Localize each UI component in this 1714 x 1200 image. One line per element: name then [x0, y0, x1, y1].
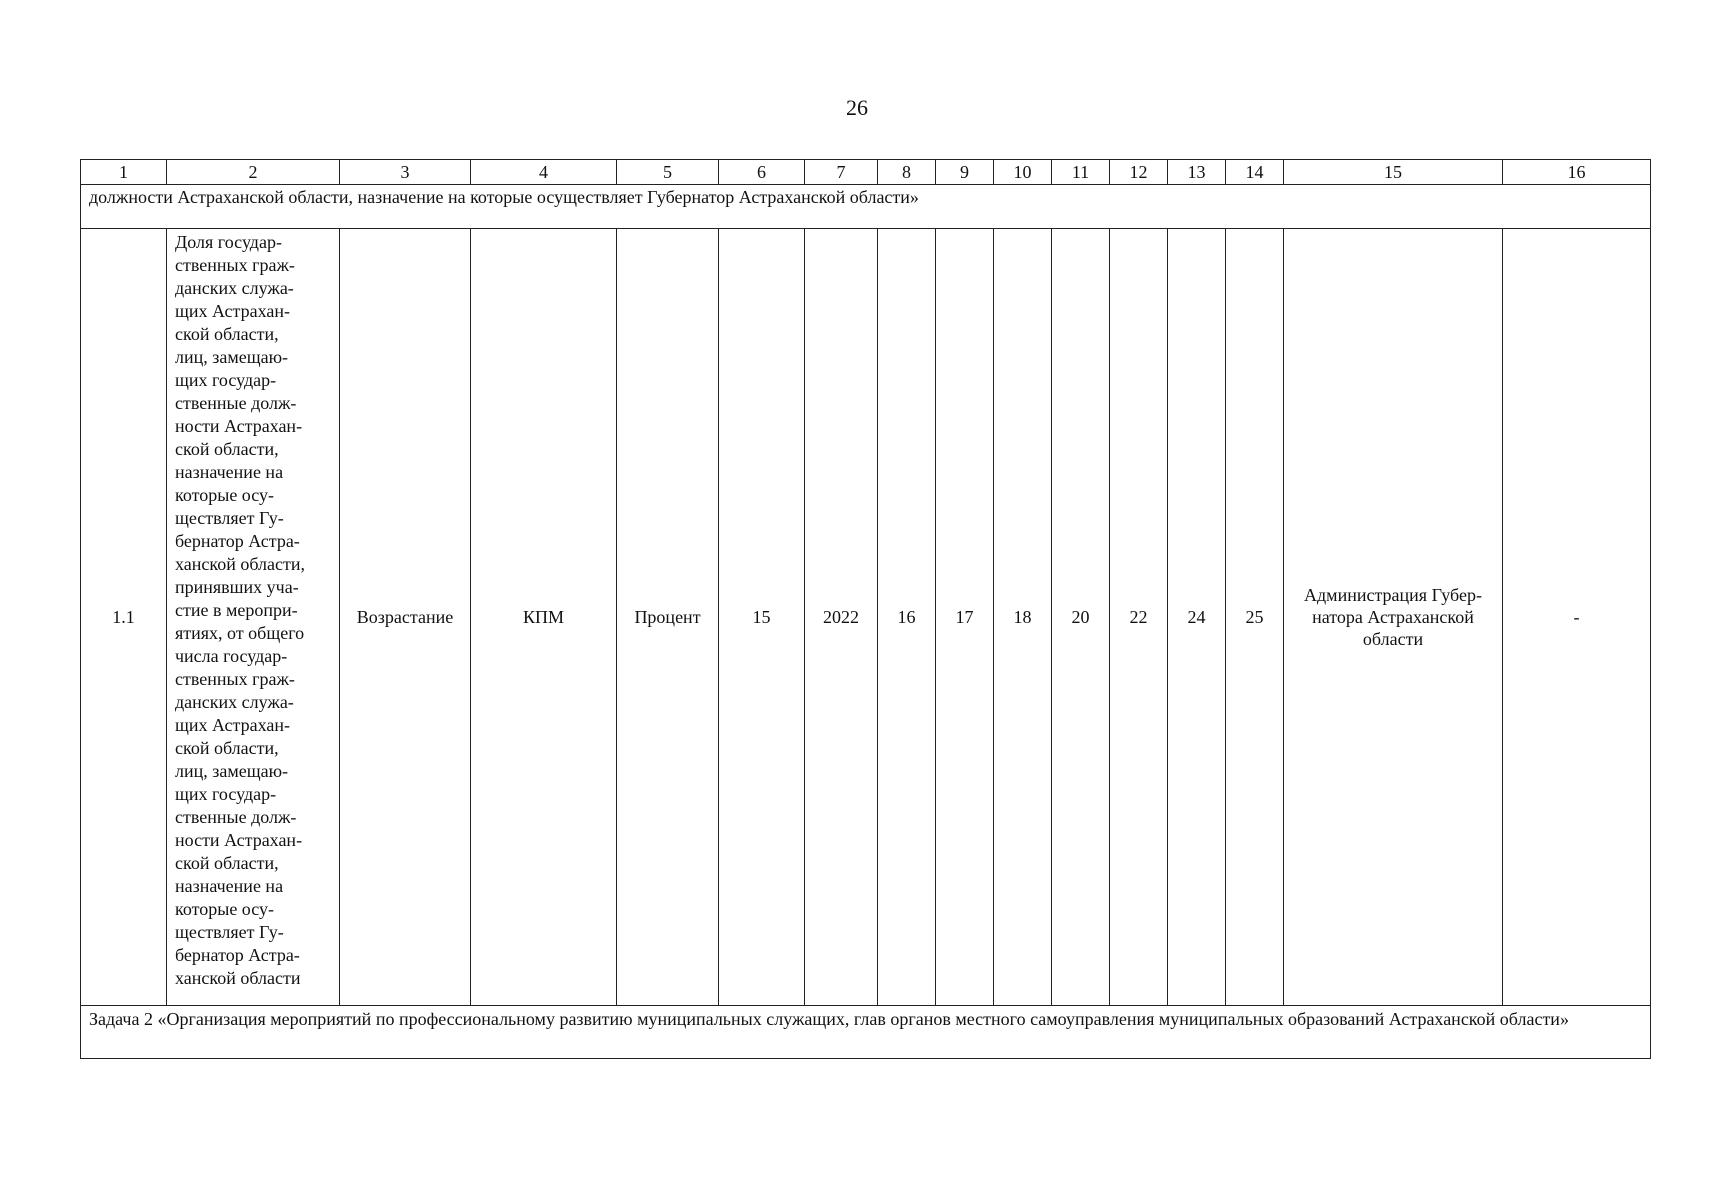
task-row — [81, 1006, 1651, 1059]
task-text: Задача 2 «Организация мероприятий по профессиональному развитию муниципальных служащих, глав органов местного самоуправления муниципальных образований Астраханской области» — [81, 1006, 1651, 1059]
value-cell: 20 — [1052, 229, 1110, 1006]
column-number: 14 — [1226, 160, 1284, 185]
value-cell: 24 — [1168, 229, 1226, 1006]
indicator-type-cell: КПМ — [471, 229, 617, 1006]
column-number: 9 — [936, 160, 994, 185]
value-cell: 16 — [878, 229, 936, 1006]
column-number: 15 — [1284, 160, 1503, 185]
note-cell: - — [1503, 229, 1651, 1006]
indicators-table — [80, 159, 1651, 1059]
column-number: 13 — [1168, 160, 1226, 185]
value-cell: 25 — [1226, 229, 1284, 1006]
base-value-cell: 15 — [719, 229, 805, 1006]
column-number: 5 — [617, 160, 719, 185]
value-cell: 17 — [936, 229, 994, 1006]
column-number: 10 — [994, 160, 1052, 185]
column-number: 2 — [167, 160, 340, 185]
column-number: 16 — [1503, 160, 1651, 185]
page-number: 26 — [846, 95, 868, 120]
section-text: должности Астраханской области, назначение на которые осуществляет Губернатор Астраханской области» — [81, 185, 1651, 229]
table-row — [81, 229, 1651, 1006]
responsible-cell: Администрация Губер- натора Астраханской области — [1284, 229, 1503, 1006]
column-number: 3 — [340, 160, 471, 185]
row-number: 1.1 — [81, 229, 167, 1006]
value-cell: 18 — [994, 229, 1052, 1006]
column-number: 4 — [471, 160, 617, 185]
indicator-name: Доля государ- ственных граж- данских служа- щих Астрахан- ской области, лиц, замещаю- щих государ- ственные долж- ности Астрахан- ской области, назначение на которые осу- ществляет Гу- бернатор Астра- ханской области, принявших уча- стие в меропри- ятиях, от общего числа государ- ственных граж- данских служа- щих Астрахан- ской области, лиц, замещаю- щих государ- ственные долж- ности Астрахан- ской области, назначение на которые осу- ществляет Гу- бернатор Астра- ханской области — [167, 229, 340, 1006]
value-cell: 22 — [1110, 229, 1168, 1006]
column-number: 8 — [878, 160, 936, 185]
trend-cell: Возрастание — [340, 229, 471, 1006]
unit-cell: Процент — [617, 229, 719, 1006]
column-number: 12 — [1110, 160, 1168, 185]
column-number: 1 — [81, 160, 167, 185]
base-year-cell: 2022 — [805, 229, 878, 1006]
section-row — [81, 185, 1651, 229]
column-number: 7 — [805, 160, 878, 185]
column-number-row — [81, 160, 1651, 185]
column-number: 6 — [719, 160, 805, 185]
column-number: 11 — [1052, 160, 1110, 185]
